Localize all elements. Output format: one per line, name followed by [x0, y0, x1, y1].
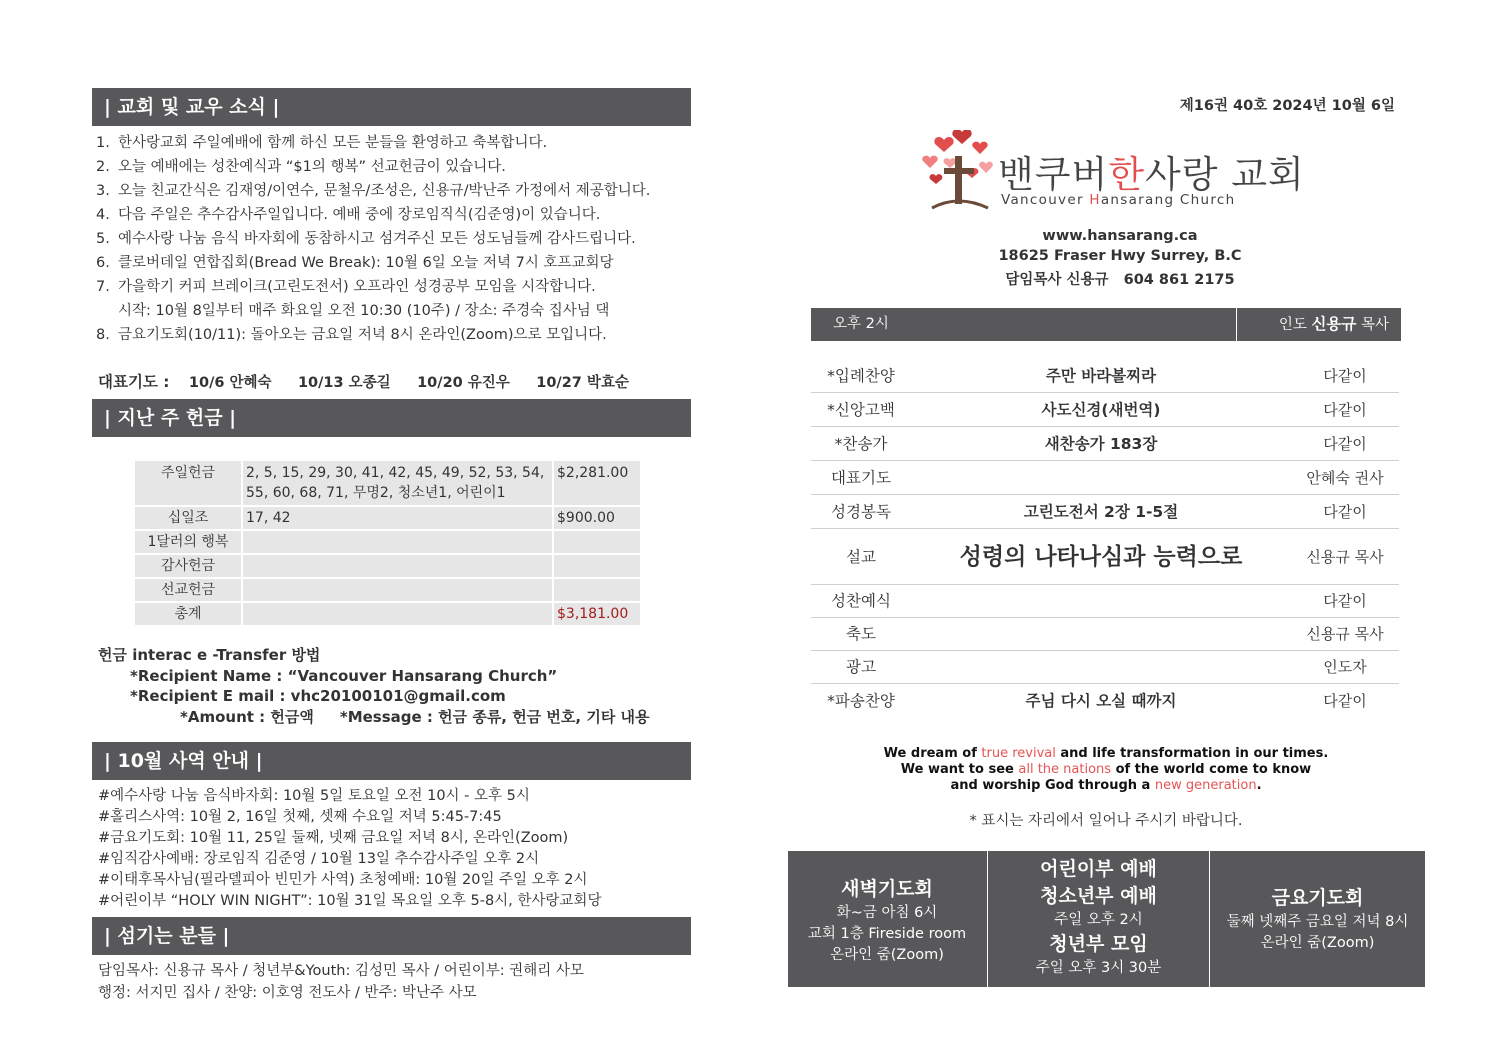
list-item: #예수사랑 나눔 음식바자회: 10월 5일 토요일 오전 10시 - 오후 5시: [98, 788, 530, 804]
offering-amount: $900.00: [554, 507, 640, 529]
order-of-worship: [811, 359, 1399, 718]
offering-amount: $2,281.00: [554, 461, 640, 505]
etransfer-recipient: *Recipient Name : “Vancouver Hansarang Church”: [130, 666, 558, 685]
offering-numbers: [243, 531, 552, 553]
table-row: [135, 461, 640, 505]
news-item: 시작: 10월 8일부터 매주 화요일 오전 10:30 (10주) / 장소: 주경숙 집사님 댁: [118, 303, 610, 319]
table-row: 축도 신용규 목사: [811, 618, 1399, 651]
table-row: 대표기도 안혜숙 권사: [811, 461, 1399, 495]
news-header: | 교회 및 교우 소식 |: [92, 88, 691, 126]
offering-total: $3,181.00: [554, 603, 640, 625]
dawn-prayer-box: 새벽기도회 화~금 아침 6시 교회 1층 Fireside room 온라인 줌(Zoom): [807, 878, 967, 963]
offering-amount: [554, 531, 640, 553]
worship-time: 오후 2시: [833, 316, 889, 332]
etransfer-title: 헌금 interac e -Transfer 방법: [98, 646, 321, 664]
prayer-entry: 10/6 안혜숙: [188, 375, 272, 391]
pastor-contact: 담임목사 신용규 604 861 2175: [1005, 272, 1235, 288]
offering-label: 선교헌금: [135, 579, 241, 601]
servers-header: | 섬기는 분들 |: [92, 917, 691, 955]
offering-amount: [554, 555, 640, 577]
etransfer-email: *Recipient E mail : vhc20100101@gmail.com: [130, 687, 506, 705]
news-item: 8. 금요기도회(10/11): 돌아오는 금요일 저녁 8시 온라인(Zoom)으로 모입니다.: [96, 327, 607, 343]
table-row: [135, 531, 640, 553]
list-item: #금요기도회: 10월 11, 25일 둘째, 넷째 금요일 저녁 8시, 온라인(Zoom): [98, 830, 569, 846]
table-row: *신앙고백 사도신경(새번역) 다같이: [811, 393, 1399, 427]
news-item: 5. 예수사랑 나눔 음식 바자회에 동참하시고 섬겨주신 모든 성도님들께 감사드립니다.: [96, 231, 636, 247]
table-row: [135, 555, 640, 577]
offering-header: | 지난 주 헌금 |: [92, 399, 691, 437]
youth-worship-box: 어린이부 예배 청소년부 예배 주일 오후 2시 청년부 모임 주일 오후 3시 30분: [987, 851, 1209, 987]
news-list: [96, 131, 696, 347]
prayer-entry: 10/27 박효순: [536, 375, 629, 391]
offering-label: 총계: [135, 603, 241, 625]
list-item: #임직감사예배: 장로임직 김준영 / 10월 13일 추수감사주일 오후 2시: [98, 851, 540, 867]
offering-table: [133, 459, 642, 627]
ministry-list: [98, 786, 601, 912]
news-item: 2. 오늘 예배에는 성찬예식과 “$1의 행복” 선교헌금이 있습니다.: [96, 159, 506, 175]
friday-prayer-box: 금요기도회 둘째 넷째주 금요일 저녁 8시 온라인 줌(Zoom): [1209, 851, 1425, 987]
address: 18625 Fraser Hwy Surrey, B.C: [998, 248, 1242, 264]
prayer-label: 대표기도 :: [98, 373, 170, 391]
sermon-row: 설교 성령의 나타나심과 능력으로 신용규 목사: [811, 529, 1399, 585]
list-item: #이태후목사님(필라델피아 빈민가 사역) 초청예배: 10월 20일 주일 오후 2시: [98, 872, 588, 888]
list-item: 행정: 서지민 집사 / 찬양: 이호영 전도사 / 반주: 박난주 사모: [98, 984, 477, 1001]
news-item: 7. 가을학기 커피 브레이크(고린도전서) 오프라인 성경공부 모임을 시작합니다.: [96, 279, 596, 295]
church-name-korean: 밴쿠버한사랑 교회: [998, 153, 1305, 196]
website: www.hansarang.ca: [1042, 228, 1198, 244]
table-row: *입례찬양 주만 바라볼찌라 다같이: [811, 359, 1399, 393]
worship-bar: [811, 308, 1401, 341]
etransfer-details: *Amount : 헌금액 *Message : 헌금 종류, 헌금 번호, 기타 내용: [180, 707, 650, 726]
list-item: 담임목사: 신용규 목사 / 청년부&Youth: 김성민 목사 / 어린이부: 권해리 사모: [98, 963, 584, 979]
prayer-entry: 10/20 유진우: [417, 375, 510, 391]
vision-statement: We dream of true revival and life transformation in our times. We want to see all the nations of the world come to know and worship God through a new generation.: [883, 746, 1329, 793]
list-item: #홀리스사역: 10월 2, 16일 첫째, 셋째 수요일 저녁 5:45-7:45: [98, 809, 502, 825]
church-name-english: Vancouver Hansarang Church: [1001, 192, 1236, 208]
offering-numbers: 2, 5, 15, 29, 30, 41, 42, 45, 49, 52, 53, 54, 55, 60, 68, 71, 무명2, 청소년1, 어린이1: [243, 461, 552, 505]
list-item: #어린이부 “HOLY WIN NIGHT”: 10월 31일 목요일 오후 5-8시, 한사랑교회당: [98, 893, 602, 909]
prayer-entry: 10/13 오종길: [297, 375, 391, 391]
worship-leader: 인도 신용규 목사: [1278, 315, 1389, 333]
offering-numbers: [243, 579, 552, 601]
representative-prayer: [98, 370, 664, 392]
offering-numbers: [243, 603, 552, 625]
news-item: 6. 클로버데일 연합집회(Bread We Break): 10월 6일 오늘 저녁 7시 호프교회당: [96, 255, 614, 271]
offering-label: 십일조: [135, 507, 241, 529]
news-item: 3. 오늘 친교간식은 김재영/이연수, 문철우/조성은, 신용규/박난주 가정에서 제공합니다.: [96, 183, 651, 199]
table-row: 성찬예식 다같이: [811, 585, 1399, 618]
table-row: [135, 579, 640, 601]
offering-numbers: [243, 555, 552, 577]
ministry-header: | 10월 사역 안내 |: [92, 742, 691, 780]
etransfer-info: [98, 645, 650, 727]
offering-amount: [554, 579, 640, 601]
table-row: [135, 603, 640, 625]
table-row: 광고 인도자: [811, 651, 1399, 684]
offering-label: 감사헌금: [135, 555, 241, 577]
offering-label: 주일헌금: [135, 461, 241, 505]
stand-note: * 표시는 자리에서 일어나 주시기 바랍니다.: [969, 813, 1243, 829]
table-row: [135, 507, 640, 529]
offering-numbers: 17, 42: [243, 507, 552, 529]
schedule-boxes: [788, 851, 1425, 987]
news-item: 1. 한사랑교회 주일예배에 함께 하신 모든 분들을 환영하고 축복합니다.: [96, 135, 548, 151]
table-row: *찬송가 새찬송가 183장 다같이: [811, 427, 1399, 461]
issue-date: 제16권 40호 2024년 10월 6일: [1179, 98, 1395, 114]
servers-list: [98, 961, 584, 1004]
table-row: *파송찬양 주님 다시 오실 때까지 다같이: [827, 692, 1367, 710]
offering-label: 1달러의 행복: [135, 531, 241, 553]
news-item: 4. 다음 주일은 추수감사주일입니다. 예배 중에 장로임직식(김준영)이 있습니다.: [96, 207, 601, 223]
table-row: 성경봉독 고린도전서 2장 1-5절 다같이: [811, 495, 1399, 529]
